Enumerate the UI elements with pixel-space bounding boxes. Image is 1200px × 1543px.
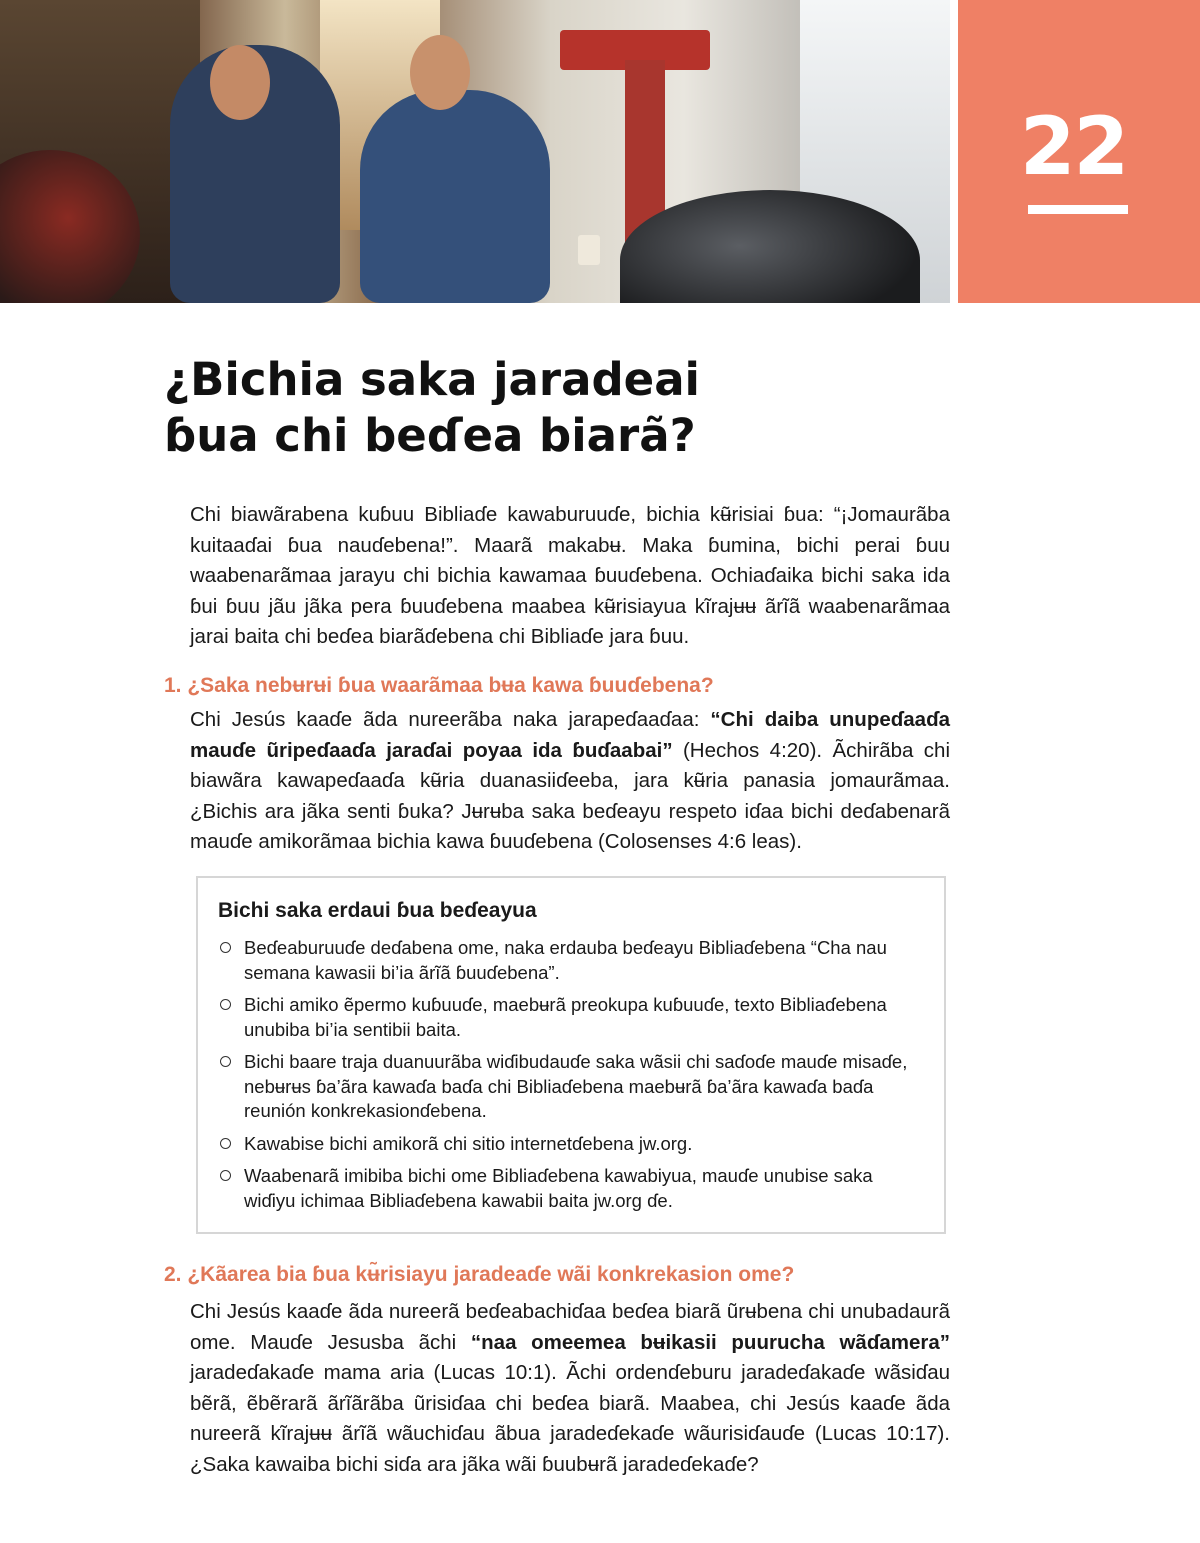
bullet-circle-icon xyxy=(220,1138,231,1149)
photo-person-younger xyxy=(360,90,550,303)
bullet-circle-icon xyxy=(220,942,231,953)
section-2-paragraph xyxy=(190,1297,950,1481)
list-item-text: Beɗeaburuuɗe deɗabena ome, naka erdauba beɗeayu Bibliaɗebena “Cha nau semana kawasii bi’ia ãrĩã ɓuuɗebena”. xyxy=(244,937,887,983)
page-title-line-2: ɓua chi beɗea biarã? xyxy=(164,409,696,462)
chapter-number: 22 xyxy=(1019,100,1128,193)
bullet-circle-icon xyxy=(220,1056,231,1067)
header-photo xyxy=(0,0,950,303)
list-item xyxy=(218,1132,924,1157)
photo-head-older xyxy=(210,45,270,120)
list-item-text: Kawabise bichi amikorã chi sitio internetɗebena jw.org. xyxy=(244,1132,693,1154)
list-item-text: Bichi baare traja duanuurãba wiɗibudauɗe saka wãsii chi saɗoɗe mauɗe misaɗe, nebʉrʉs ɓa’ãra kawaɗa baɗa chi Bibliaɗebena maebʉrã ɓa’ãra kawaɗa baɗa reunión konkrekasionɗebena. xyxy=(244,1051,908,1121)
photo-coffee-cup xyxy=(578,235,600,265)
section-2-quote: “naa omeemea bʉikasii puurucha wãɗamera” xyxy=(470,1330,950,1354)
section-1-text-before: Chi Jesús kaaɗe ãda nureerãba naka jarapeɗaaɗaa: xyxy=(190,708,711,731)
list-item xyxy=(218,1164,924,1213)
photo-head-younger xyxy=(410,35,470,110)
list-item xyxy=(218,936,924,985)
section-1-quote: “Chi daiba unupeɗaaɗa mauɗe ũripeɗaaɗa jaraɗai poyaa ida ɓuɗaabai” xyxy=(190,708,950,762)
section-2-heading: 2. ¿Kãarea bia ɓua kʉ̃risiayu jaradeaɗe wãi konkrekasion ome? xyxy=(164,1263,795,1286)
list-item xyxy=(218,993,924,1042)
chapter-tab xyxy=(958,0,1200,303)
intro-paragraph: Chi biawãrabena kuɓuu Bibliaɗe kawaburuuɗe, bichia kʉ̃risiai ɓua: “¡Jomaurãba kuitaaɗai ɓua nauɗebena!”. Maarã makabʉ. Maka ɓumina, bichi perai ɓuu waabenarãmaa jarayu chi bichia kawamaa ɓuuɗebena. Ochiaɗaika bichi saka ida ɓui ɓuu jãu jãka pera ɓuuɗebena maabea kʉ̃risiayua kĩrajʉʉ ãrĩã waabenarãmaa jarai baita chi beɗea biarãɗebena chi Bibliaɗe jara ɓuu. xyxy=(190,503,950,649)
tips-box-title: Bichi saka erdaui ɓua beɗeayua xyxy=(218,899,537,922)
section-1-heading: 1. ¿Saka nebʉrʉi ɓua waarãmaa bʉa kawa ɓuuɗebena? xyxy=(164,674,714,697)
list-item-text: Waabenarã imibiba bichi ome Bibliaɗebena kawabiyua, mauɗe unubise saka wiɗiyu ichimaa Bibliaɗebena kawabii baita jw.org ɗe. xyxy=(244,1165,873,1211)
page-title xyxy=(164,352,964,464)
bullet-circle-icon xyxy=(220,1170,231,1181)
page-title-line-1: ¿Bichia saka jaradeai xyxy=(164,353,700,406)
section-2-text-after: jaradeɗakaɗe mama aria (Lucas 10:1). Ãchi ordenɗeburu jaradeɗakaɗe wãsiɗau bẽrã, ẽbẽrarã ãrĩãrãba ũrisiɗaa chi beɗea biarã. Maabea, chi Jesús kaaɗe ãda nureerã kĩrajʉʉ ãrĩã wãuchiɗau ãbua jaradeɗekaɗe wãurisiɗauɗe (Lucas 10:17). ¿Saka kawaiba bichi siɗa ara jãka wãi ɓuubʉrã jaradeɗekaɗe? xyxy=(190,1361,950,1476)
list-item xyxy=(218,1050,924,1124)
tips-list xyxy=(218,936,924,1213)
section-1-text-after: (Hechos 4:20). Ãchirãba chi biawãra kawapeɗaaɗa kʉ̃ria duanasiiɗeeba, jara kʉ̃ria panasia jomaurãmaa. ¿Bichis ara jãka senti ɓuka? Jʉrʉba saka beɗeayu respeto iɗaa bichi deɗabenarã mauɗe amikorãmaa bichia kawa ɓuuɗebena (Colosenses 4:6 leas). xyxy=(190,738,950,854)
chapter-rule xyxy=(1028,205,1128,214)
tips-box xyxy=(196,876,946,1234)
bullet-circle-icon xyxy=(220,999,231,1010)
section-2-text-before: Chi Jesús kaaɗe ãda nureerã beɗeabachiɗaa beɗea biarã ũrʉbena chi unubadaurã ome. Mauɗe Jesusba ãchi xyxy=(190,1300,950,1354)
list-item-text: Bichi amiko ẽpermo kuɓuuɗe, maebʉrã preokupa kuɓuuɗe, texto Bibliaɗebena unubiba bi’ia sentibii baita. xyxy=(244,994,887,1040)
section-1-paragraph xyxy=(190,705,950,858)
